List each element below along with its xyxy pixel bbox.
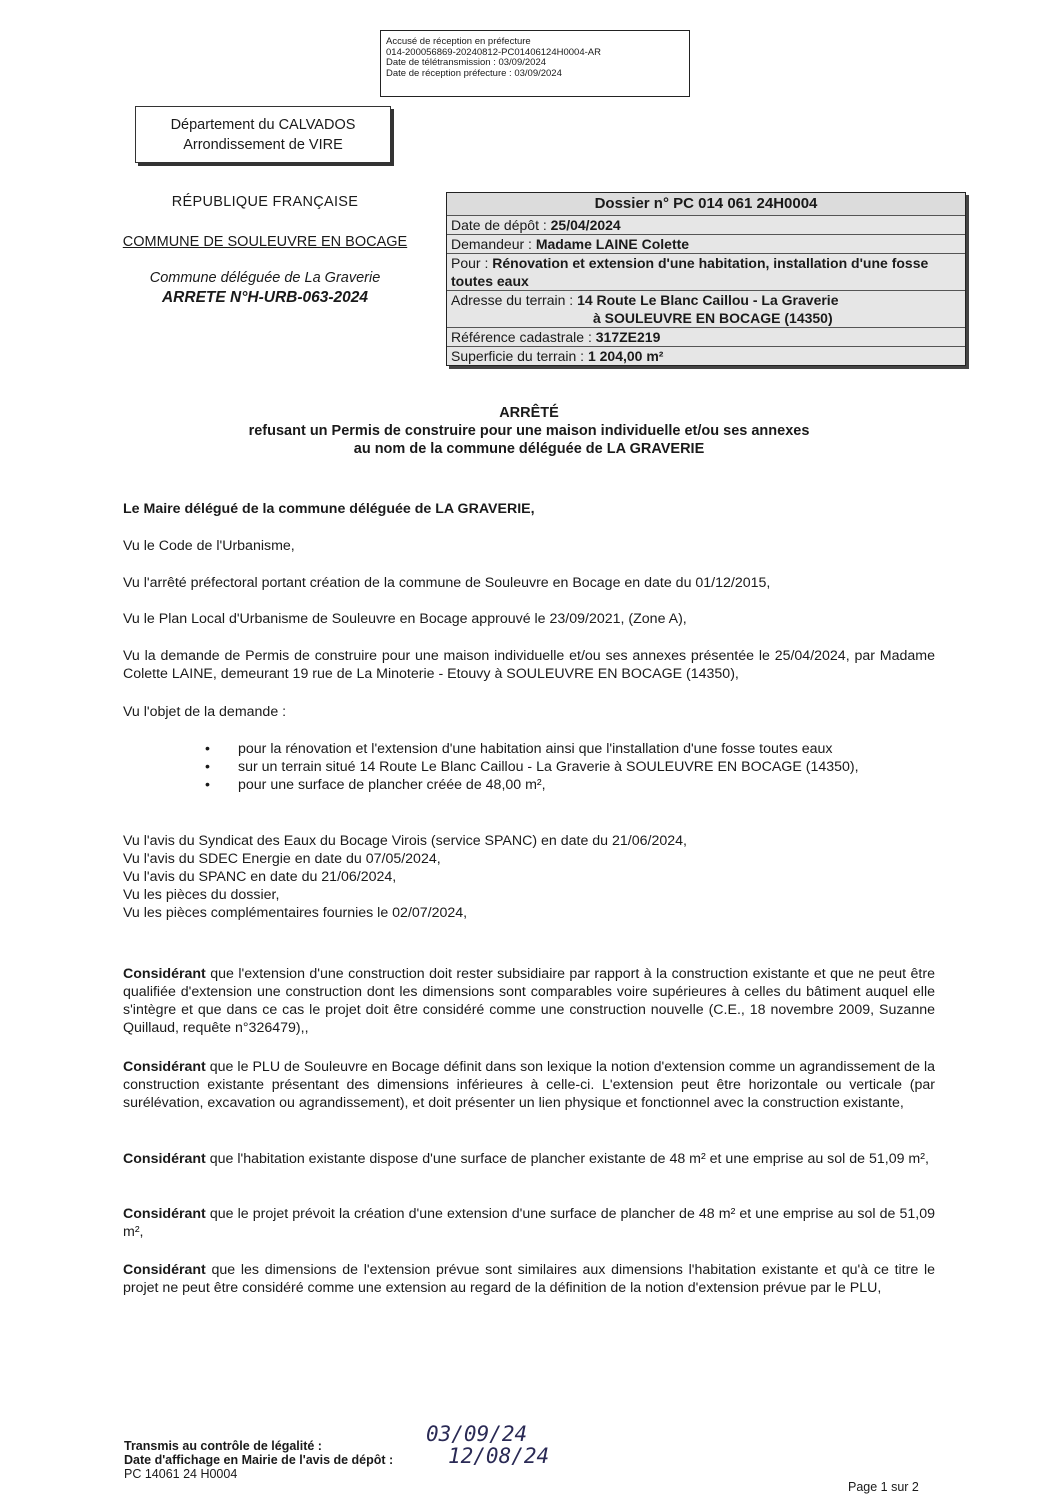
pour-value: Rénovation et extension d'une habitation, installation d'une fosse toutes eaux <box>451 255 929 289</box>
considerant-text: que l'habitation existante dispose d'une surface de plancher existante de 48 m² et une emprise au sol de 51,09 m², <box>205 1151 929 1167</box>
dossier-cadastre-row <box>447 327 965 346</box>
title-line: refusant un Permis de construire pour une maison individuelle et/ou ses annexes <box>248 423 810 439</box>
objet-list <box>205 740 935 794</box>
vu-pieces: Vu les pièces du dossier, <box>123 887 280 903</box>
vu-avis: Vu l'avis du SDEC Energie en date du 07/05/2024, <box>123 851 441 867</box>
superficie-label: Superficie du terrain : <box>451 348 588 364</box>
title-line: ARRÊTÉ <box>499 405 559 421</box>
adresse-line2: à SOULEUVRE EN BOCAGE (14350) <box>593 310 833 326</box>
stamp-line: Date de télétransmission : 03/09/2024 <box>386 57 547 68</box>
footer-reference: PC 14061 24 H0004 <box>124 1467 238 1481</box>
title-line: au nom de la commune déléguée de LA GRAVERIE <box>353 441 705 457</box>
depot-label: Date de dépôt : <box>451 217 551 233</box>
maire-line: Le Maire délégué de la commune déléguée de LA GRAVERIE, <box>123 501 535 517</box>
depot-value: 25/04/2024 <box>550 217 621 233</box>
considerant-word: Considérant <box>123 1262 206 1278</box>
considerant-text: que le PLU de Souleuvre en Bocage définit dans son lexique la notion d'extension comme un agrandissement de la construction existante présentant des dimensions inférieures à celle-ci. L'extension peut être horizontale ou verticale (par surélévation, excavation ou agrandissement), et doit présenter un lien physique et fonctionnel avec la construction existante, <box>123 1059 935 1111</box>
vu-arrete: Vu l'arrêté préfectoral portant création de la commune de Souleuvre en Bocage en date du 01/12/2015, <box>123 575 771 591</box>
vu-plu: Vu le Plan Local d'Urbanisme de Souleuvre en Bocage approuvé le 23/09/2021, (Zone A), <box>123 611 687 627</box>
stamp-line: Accusé de réception en préfecture <box>386 36 531 47</box>
dossier-pour-row <box>447 253 965 290</box>
delegated-commune: Commune déléguée de La Graverie <box>149 270 381 286</box>
considerant-word: Considérant <box>123 966 206 982</box>
cadastre-label: Référence cadastrale : <box>451 329 596 345</box>
considerant-paragraph <box>123 965 935 1037</box>
document-title <box>120 404 938 458</box>
department-box <box>135 106 391 163</box>
considerant-paragraph <box>123 1150 935 1168</box>
affichage-date-handwritten: 12/08/24 <box>448 1444 550 1468</box>
department-line: Département du CALVADOS <box>170 117 356 133</box>
stamp-line: 014-200056869-20240812-PC01406124H0004-AR <box>386 46 601 58</box>
considerant-word: Considérant <box>123 1206 206 1222</box>
vu-complementaires: Vu les pièces complémentaires fournies le 02/07/2024, <box>123 905 468 921</box>
vu-avis: Vu l'avis du SPANC en date du 21/06/2024, <box>123 869 397 885</box>
page-number: Page 1 sur 2 <box>848 1480 919 1494</box>
demandeur-value: Madame LAINE Colette <box>535 236 690 252</box>
list-item: • pour la rénovation et l'extension d'une habitation ainsi que l'installation d'une fosse toutes eaux <box>205 740 935 758</box>
list-item: • pour une surface de plancher créée de 48,00 m², <box>205 776 935 794</box>
vu-demande: Vu la demande de Permis de construire pour une maison individuelle et/ou ses annexes présentée le 25/04/2024, par Madame Colette LAINE, demeurant 19 rue de La Minoterie - Etouvy à SOULEUVRE EN BOCAGE (14350), <box>123 648 935 682</box>
dossier-demandeur-row <box>447 234 965 253</box>
considerant-paragraph <box>123 1205 935 1241</box>
prefecture-receipt-stamp <box>380 30 690 97</box>
vu-avis: Vu l'avis du Syndicat des Eaux du Bocage Virois (service SPANC) en date du 21/06/2024, <box>123 833 687 849</box>
considerant-paragraph <box>123 1058 935 1112</box>
affichage-label: Date d'affichage en Mairie de l'avis de dépôt : <box>124 1453 394 1467</box>
considerant-text: que l'extension d'une construction doit rester subsidiaire par rapport à la construction existante et que ne peut être qualifiée d'extension une construction dont les dimensions sont comparables voire supérieures à celles du bâtiment auquel elle s'intègre et que dans ce cas le projet doit être considéré comme une construction nouvelle (C.E., 18 novembre 2009, Suzanne Quillaud, requête n°326479),, <box>123 966 935 1036</box>
considerant-text: que le projet prévoit la création d'une extension d'une surface de plancher de 48 m² et une emprise au sol de 51,09 m², <box>123 1206 935 1240</box>
republic-heading: RÉPUBLIQUE FRANÇAISE <box>171 194 359 210</box>
transmis-label: Transmis au contrôle de légalité : <box>124 1439 322 1453</box>
dossier-adresse-row <box>447 290 965 327</box>
considerant-word: Considérant <box>123 1151 206 1167</box>
arrondissement-line: Arrondissement de VIRE <box>183 137 343 153</box>
footer-block <box>124 1439 393 1481</box>
vu-objet: Vu l'objet de la demande : <box>123 704 287 720</box>
considerant-word: Considérant <box>123 1059 206 1075</box>
dossier-superficie-row <box>447 346 965 365</box>
vu-code: Vu le Code de l'Urbanisme, <box>123 538 295 554</box>
transmis-date-handwritten: 03/09/24 <box>426 1422 528 1446</box>
pour-label: Pour : <box>451 255 493 271</box>
dossier-depot-row <box>447 215 965 234</box>
vu-avis-list <box>123 832 935 922</box>
demandeur-label: Demandeur : <box>451 236 536 252</box>
adresse-label: Adresse du terrain : <box>451 292 578 308</box>
commune-heading: COMMUNE DE SOULEUVRE EN BOCAGE <box>122 234 408 250</box>
considerant-text: que les dimensions de l'extension prévue sont similaires aux dimensions l'habitation existante et qu'à ce titre le projet ne peut être considéré comme une extension au regard de la définition de la notion d'extension prévue par le PLU, <box>123 1262 935 1296</box>
dossier-box <box>446 192 966 366</box>
list-item: • sur un terrain situé 14 Route Le Blanc Caillou - La Graverie à SOULEUVRE EN BOCAGE (14350), <box>205 758 935 776</box>
cadastre-value: 317ZE219 <box>595 329 661 345</box>
superficie-value: 1 204,00 m² <box>587 348 664 364</box>
stamp-line: Date de réception préfecture : 03/09/2024 <box>386 67 562 79</box>
arrete-number: ARRETE N°H-URB-063-2024 <box>161 289 369 306</box>
adresse-line1: 14 Route Le Blanc Caillou - La Graverie <box>577 292 839 308</box>
considerant-paragraph <box>123 1261 935 1297</box>
dossier-title: Dossier n° PC 014 061 24H0004 <box>447 193 965 215</box>
